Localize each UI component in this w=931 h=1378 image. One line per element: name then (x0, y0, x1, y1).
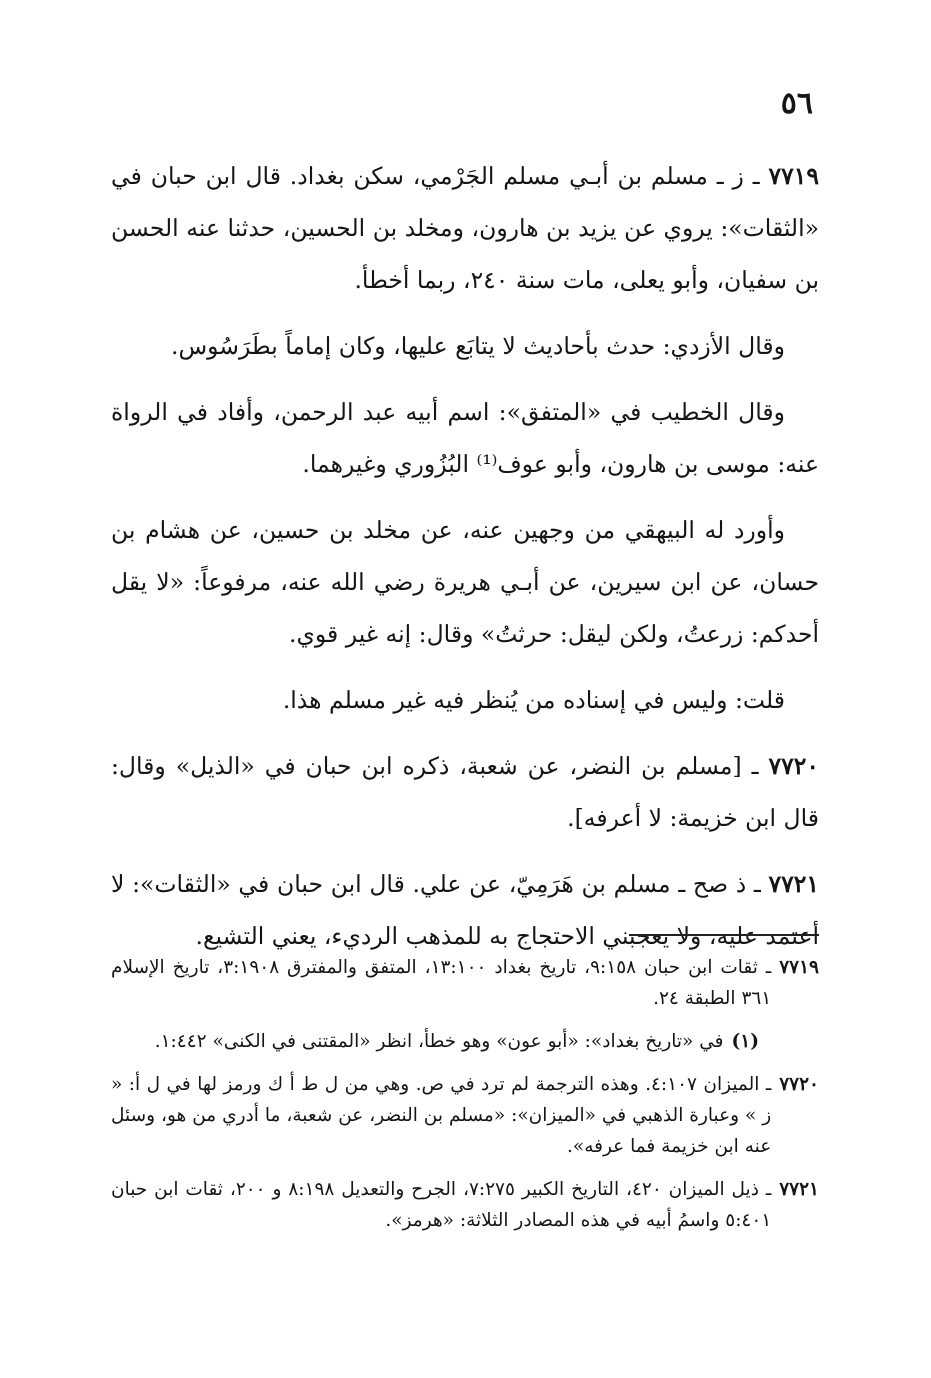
footnote-number: ٧٧٢١ (779, 1179, 819, 1200)
footnote-text: ـ الميزان ٤:١٠٧. وهذه الترجمة لم ترد في ص. وهي من ل ط أ ك ورمز لها في ل أ: « ز » وعبارة الذهبي في «الميزان»: «مسلم بن النضر، عن شعبة، ما أدري من هو، وسئل عنه ابن خزيمة فما عرفه». (111, 1074, 772, 1157)
entry-7719-paragraph (111, 150, 819, 306)
footnote-number: (١) (731, 1031, 759, 1052)
footnote-number: ٧٧٢٠ (779, 1074, 819, 1095)
author-comment-paragraph (111, 674, 819, 726)
paragraph-text: وأورد له البيهقي من وجهين عنه، عن مخلد بن حسين، عن هشام بن حسان، عن ابن سيرين، عن أبـي هريرة رضي الله عنه، مرفوعاً: «لا يقل أحدكم: زرعتُ، ولكن ليقل: حرثتُ» وقال: إنه غير قوي. (111, 516, 819, 648)
entry-7721-paragraph (111, 858, 819, 962)
page-number: ٥٦ (780, 86, 813, 121)
entry-number: ٧٧٢١ (768, 870, 819, 898)
bayhaqi-paragraph (111, 504, 819, 660)
footnote-number: ٧٧١٩ (779, 957, 819, 978)
azdi-paragraph (111, 320, 819, 372)
footnote-separator (629, 934, 819, 936)
khatib-paragraph (111, 386, 819, 490)
footnote-7720 (111, 1069, 819, 1162)
footnote-7721 (111, 1174, 819, 1236)
paragraph-text: ـ ز ـ مسلم بن أبـي مسلم الجَرْمي، سكن بغداد. قال ابن حبان في «الثقات»: يروي عن يزيد بن هارون، ومخلد بن الحسين، حدثنا عنه الحسن بن سفيان، وأبو يعلى، مات سنة ٢٤٠، ربما أخطأ. (111, 162, 819, 294)
footnote-text: ـ ذيل الميزان ٤٢٠، التاريخ الكبير ٧:٢٧٥، الجرح والتعديل ٨:١٩٨ و ٢٠٠، ثقات ابن حبان ٥:٤٠١ واسمُ أبيه في هذه المصادر الثلاثة: «هرمز». (111, 1179, 772, 1231)
entry-number: ٧٧٢٠ (768, 752, 819, 780)
main-text (111, 150, 819, 976)
entry-number: ٧٧١٩ (768, 162, 819, 190)
paragraph-text: ـ [مسلم بن النضر، عن شعبة، ذكره ابن حبان في «الذيل» وقال: قال ابن خزيمة: لا أعرفه]. (111, 752, 819, 832)
footnotes (111, 952, 819, 1248)
entry-7720-paragraph (111, 740, 819, 844)
footnote-1 (111, 1026, 819, 1057)
footnote-text: ـ ثقات ابن حبان ٩:١٥٨، تاريخ بغداد ١٣:١٠٠، المتفق والمفترق ٣:١٩٠٨، تاريخ الإسلام ٣٦١ الطبقة ٢٤. (111, 957, 772, 1009)
footnote-7719 (111, 952, 819, 1014)
footnote-text: في «تاريخ بغداد»: «أبو عون» وهو خطأ، انظر «المقتنى في الكنى» ١:٤٤٢. (154, 1031, 724, 1052)
paragraph-text: قلت: وليس في إسناده من يُنظر فيه غير مسلم هذا. (282, 686, 785, 714)
paragraph-text: ـ ذ صح ـ مسلم بن هَرَمِيّ، عن علي. قال ابن حبان في «الثقات»: لا أعتمد عليه، ولا يعجبني الاحتجاج به للمذهب الرديء، يعني التشيع. (111, 870, 819, 950)
paragraph-text: وقال الأزدي: حدث بأحاديث لا يتابَع عليها، وكان إماماً بطَرَسُوس. (170, 332, 785, 360)
paragraph-text: وقال الخطيب في «المتفق»: اسم أبيه عبد الرحمن، وأفاد في الرواة عنه: موسى بن هارون، وأبو عوف⁽¹⁾ البُزُوري وغيرهما. (111, 398, 819, 478)
